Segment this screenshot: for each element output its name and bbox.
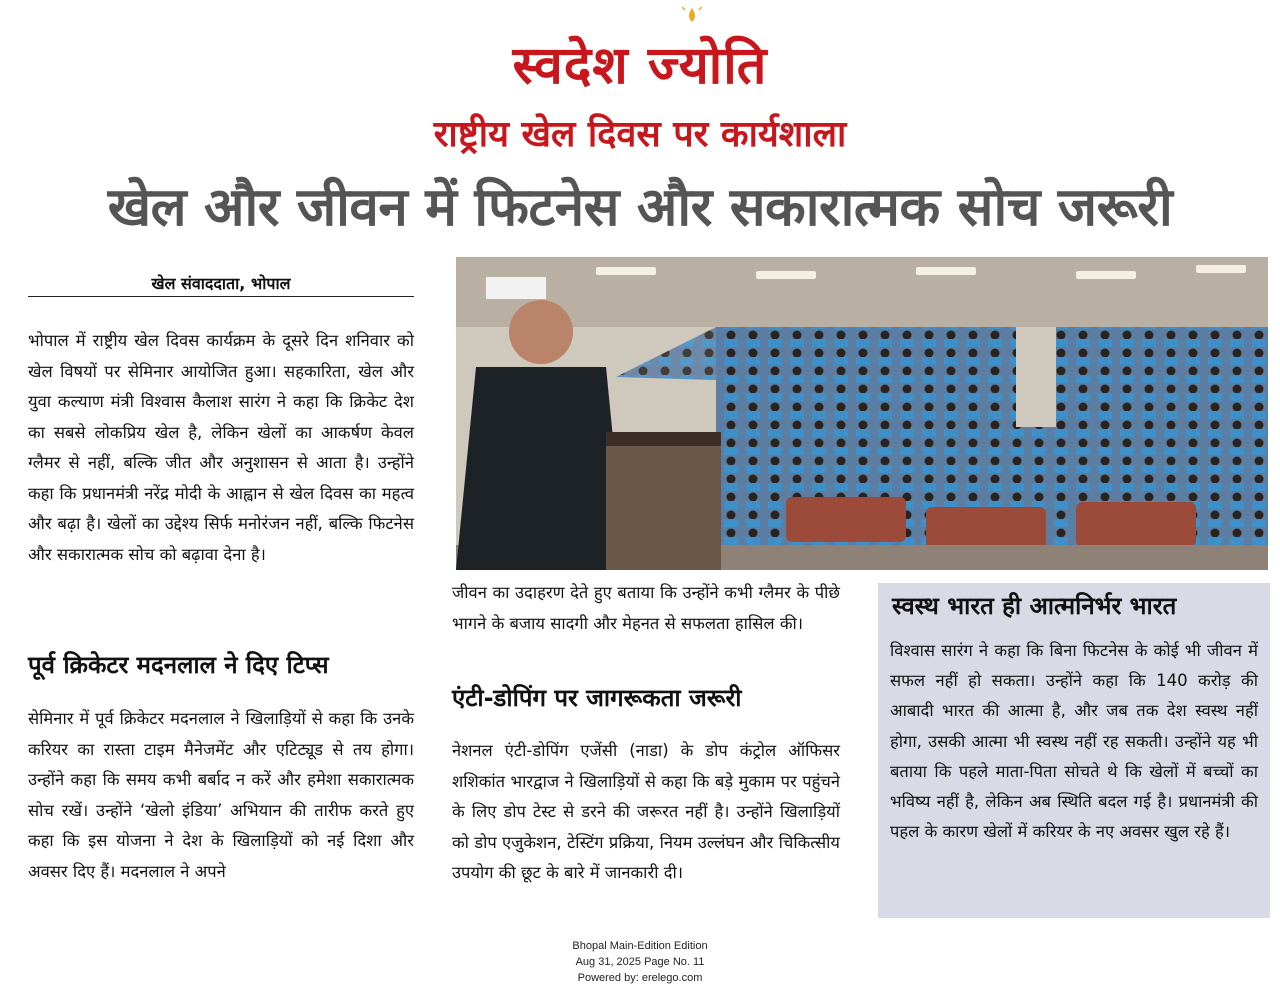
byline: खेल संवाददाता, भोपाल	[28, 272, 414, 297]
main-headline: खेल और जीवन में फिटनेस और सकारात्मक सोच जरूरी	[107, 177, 1173, 238]
subheading-madanlal: पूर्व क्रिकेटर मदनलाल ने दिए टिप्स	[28, 651, 329, 679]
subheading-anti-doping: एंटी-डोपिंग पर जागरूकता जरूरी	[452, 684, 742, 712]
kicker-headline: राष्ट्रीय खेल दिवस पर कार्यशाला	[433, 113, 847, 155]
newspaper-masthead: स्वदेश ज्योति	[512, 35, 768, 96]
edition-footer	[540, 938, 740, 986]
article-paragraph-3: जीवन का उदाहरण देते हुए बताया कि उन्होंने कभी ग्लैमर के पीछे भागने के बजाय सादगी और मेहनत से सफलता हासिल की।	[452, 583, 840, 633]
seminar-photo-illustration	[456, 257, 1268, 570]
footer-powered-by[interactable]: Powered by: erelego.com	[577, 972, 703, 984]
article-paragraph-2: सेमिनार में पूर्व क्रिकेटर मदनलाल ने खिलाड़ियों से कहा कि उनके करियर का रास्ता टाइम मैनेजमेंट और एटिट्यूड से तय होगा। उन्होंने कहा कि समय कभी बर्बाद न करें और हमेशा सकारात्मक सोच रखें। उन्होंने ‘खेलो इंडिया’ अभियान की तारीफ करते हुए कहा कि इस योजना ने देश के खिलाड़ियों को नई दिशा और अवसर दिए हैं। मदनलाल ने अपने	[28, 709, 414, 881]
seminar-photo	[456, 257, 1268, 570]
article-paragraph-1: भोपाल में राष्ट्रीय खेल दिवस कार्यक्रम के दूसरे दिन शनिवार को खेल विषयों पर सेमिनार आयोजित हुआ। सहकारिता, खेल और युवा कल्याण मंत्री विश्वास कैलाश सारंग ने कहा कि क्रिकेट देश का सबसे लोकप्रिय खेल है, लेकिन खेलों का आकर्षण केवल ग्लैमर से नहीं, बल्कि जीत और अनुशासन से आता है। उन्होंने कहा कि प्रधानमंत्री नरेंद्र मोदी के आह्वान से खेल दिवस का महत्व और बढ़ा है। खेलों का उद्देश्य सिर्फ मनोरंजन नहीं, बल्कि फिटनेस और सकारात्मक सोच को बढ़ावा देना है।	[28, 331, 414, 564]
article-paragraph-4: नेशनल एंटी-डोपिंग एजेंसी (नाडा) के डोप कंट्रोल ऑफिसर शशिकांत भारद्वाज ने खिलाड़ियों से कहा कि बड़े मुकाम पर पहुंचने के लिए डोप टेस्ट से डरने की जरूरत नहीं है। उन्होंने खिलाड़ियों को डोप एजुकेशन, टेस्टिंग प्रक्रिया, नियम उल्लंघन और चिकित्सीय उपयोग की छूट के बारे में जानकारी दी।	[452, 741, 840, 882]
footer-date-page: Aug 31, 2025 Page No. 11	[575, 956, 705, 968]
sidebar-box-body: विश्वास सारंग ने कहा कि बिना फिटनेस के कोई भी जीवन में सफल नहीं हो सकता। उन्होंने कहा कि 140 करोड़ की आबादी भारत की आत्मा है, और जब तक देश स्वस्थ नहीं होगा, उसकी आत्मा भी स्वस्थ नहीं रह सकती। उन्होंने यह भी बताया कि पहले माता-पिता सोचते थे कि खेलों में बच्चों का भविष्य नहीं है, लेकिन अब स्थिति बदल गई है। प्रधानमंत्री की पहल के कारण खेलों में करियर के नए अवसर खुल रहे हैं।	[890, 641, 1258, 842]
footer-edition: Bhopal Main-Edition Edition	[572, 940, 708, 952]
sidebar-box-title: स्वस्थ भारत ही आत्मनिर्भर भारत	[892, 592, 1177, 620]
